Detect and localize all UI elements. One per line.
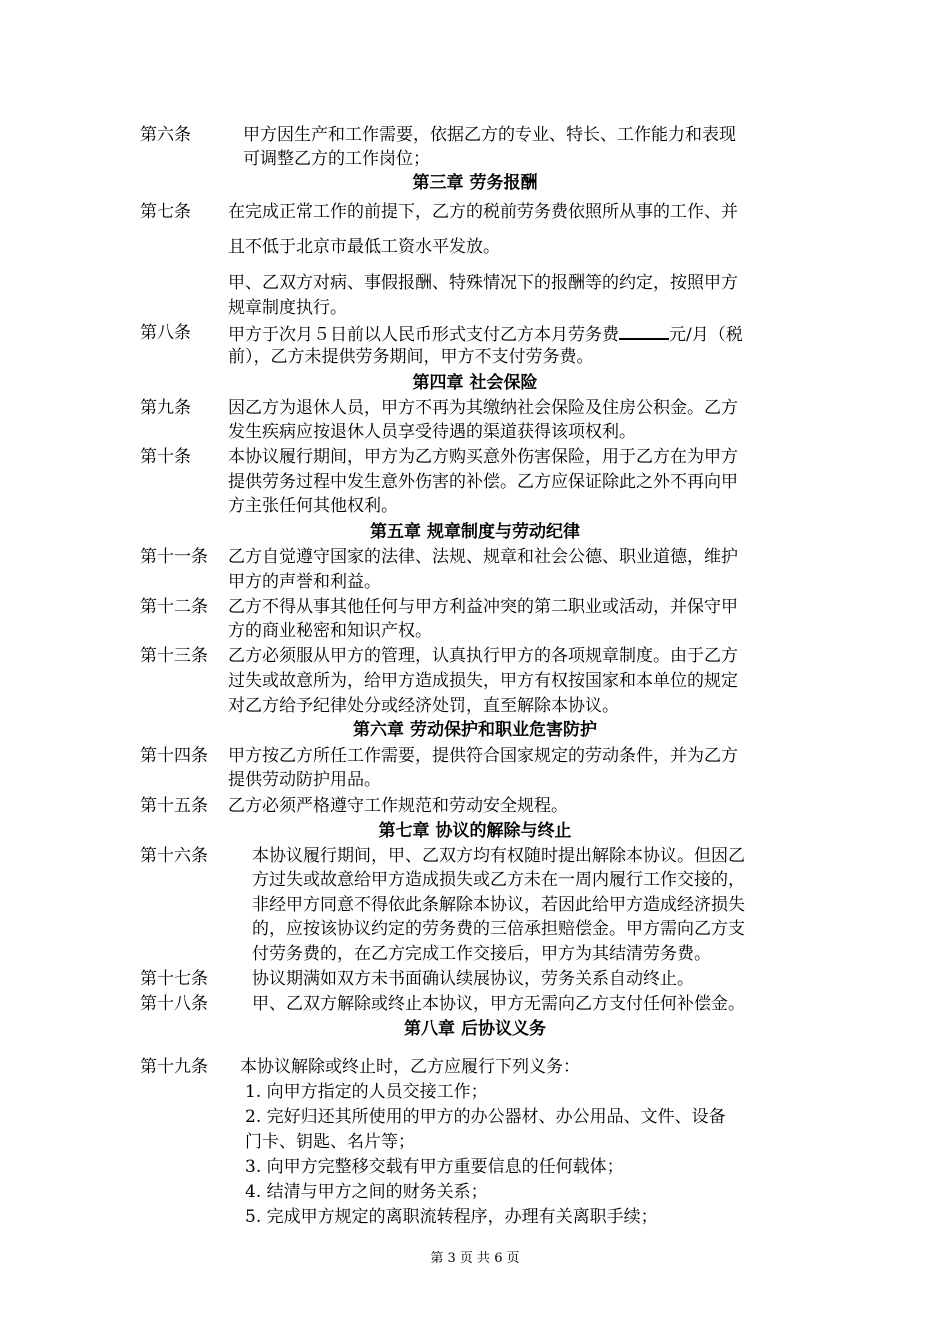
chapter-3-heading: 第三章 劳务报酬 — [412, 173, 538, 193]
article-15-line-1: 乙方必须严格遵守工作规范和劳动安全规程。 — [228, 796, 568, 816]
article-8-line-2: 前），乙方未提供劳务期间，甲方不支付劳务费。 — [228, 347, 594, 367]
article-19-item-5: 5. 完成甲方规定的离职流转程序，办理有关离职手续； — [245, 1207, 658, 1227]
article-10-line-3: 方主张任何其他权利。 — [228, 496, 398, 516]
chapter-7-heading: 第七章 协议的解除与终止 — [378, 821, 572, 841]
chapter-4-heading: 第四章 社会保险 — [412, 373, 538, 393]
article-8-line-1-unit: 元/月（税 — [669, 325, 743, 345]
article-19-item-2: 2. 完好归还其所使用的甲方的办公器材、办公用品、文件、设备 — [245, 1107, 726, 1127]
article-9-line-2: 发生疾病应按退休人员享受待遇的渠道获得该项权利。 — [228, 422, 636, 442]
article-7-line-3: 甲、乙双方对病、事假报酬、特殊情况下的报酬等的约定，按照甲方 — [228, 273, 738, 293]
article-9-label: 第九条 — [140, 398, 191, 418]
article-19-item-1: 1. 向甲方指定的人员交接工作； — [245, 1082, 488, 1102]
article-10-line-2: 提供劳务过程中发生意外伤害的补偿。乙方应保证除此之外不再向甲 — [228, 472, 738, 492]
article-13-label: 第十三条 — [140, 646, 208, 666]
chapter-8-heading: 第八章 后协议义务 — [404, 1019, 546, 1039]
article-9-line-1: 因乙方为退休人员，甲方不再为其缴纳社会保险及住房公积金。乙方 — [228, 398, 738, 418]
article-12-line-2: 方的商业秘密和知识产权。 — [228, 621, 432, 641]
article-19-item-4: 4. 结清与甲方之间的财务关系； — [245, 1182, 488, 1202]
article-13-line-3: 对乙方给予纪律处分或经济处罚，直至解除本协议。 — [228, 696, 619, 716]
article-19-item-3: 3. 向甲方完整移交载有甲方重要信息的任何载体； — [245, 1157, 624, 1177]
article-11-line-2: 甲方的声誉和利益。 — [228, 572, 381, 592]
article-8-line-1 — [228, 322, 743, 346]
article-16-label: 第十六条 — [140, 846, 208, 866]
article-13-line-1: 乙方必须服从甲方的管理，认真执行甲方的各项规章制度。由于乙方 — [228, 646, 738, 666]
article-13-line-2: 过失或故意所为，给甲方造成损失，甲方有权按国家和本单位的规定 — [228, 671, 738, 691]
article-8-label: 第八条 — [140, 323, 191, 343]
article-6-line-1: 甲方因生产和工作需要，依据乙方的专业、特长、工作能力和表现 — [243, 125, 736, 145]
article-14-line-2: 提供劳动防护用品。 — [228, 770, 381, 790]
page-footer: 第 3 页 共 6 页 — [430, 1251, 520, 1266]
article-12-label: 第十二条 — [140, 597, 208, 617]
article-7-label: 第七条 — [140, 202, 191, 222]
article-17-label: 第十七条 — [140, 969, 208, 989]
article-17-line-1: 协议期满如双方未书面确认续展协议，劳务关系自动终止。 — [252, 969, 694, 989]
article-15-label: 第十五条 — [140, 796, 208, 816]
chapter-6-heading: 第六章 劳动保护和职业危害防护 — [353, 720, 597, 740]
article-18-line-1: 甲、乙双方解除或终止本协议，甲方无需向乙方支付任何补偿金。 — [252, 994, 745, 1014]
article-19-label: 第十九条 — [140, 1057, 208, 1077]
article-7-line-4: 规章制度执行。 — [228, 298, 347, 318]
article-11-line-1: 乙方自觉遵守国家的法律、法规、规章和社会公德、职业道德，维护 — [228, 547, 738, 567]
article-16-line-3: 非经甲方同意不得依此条解除本协议，若因此给甲方造成经济损失 — [252, 895, 745, 915]
article-6-label: 第六条 — [140, 125, 191, 145]
article-8-line-1-text: 甲方于次月５日前以人民币形式支付乙方本月劳务费 — [228, 325, 619, 345]
article-7-line-2: 且不低于北京市最低工资水平发放。 — [228, 237, 500, 257]
article-16-line-5: 付劳务费的，在乙方完成工作交接后，甲方为其结清劳务费。 — [252, 944, 711, 964]
chapter-5-heading: 第五章 规章制度与劳动纪律 — [370, 522, 580, 542]
article-18-label: 第十八条 — [140, 994, 208, 1014]
article-14-label: 第十四条 — [140, 746, 208, 766]
article-11-label: 第十一条 — [140, 547, 208, 567]
article-10-label: 第十条 — [140, 447, 191, 467]
article-19-item-2-cont: 门卡、钥匙、名片等； — [245, 1132, 415, 1152]
article-12-line-1: 乙方不得从事其他任何与甲方利益冲突的第二职业或活动，并保守甲 — [228, 597, 738, 617]
article-7-line-1: 在完成正常工作的前提下，乙方的税前劳务费依照所从事的工作、并 — [228, 202, 738, 222]
amount-blank — [619, 322, 669, 340]
article-19-intro: 本协议解除或终止时，乙方应履行下列义务： — [240, 1057, 580, 1077]
article-16-line-2: 方过失或故意给甲方造成损失或乙方未在一周内履行工作交接的， — [252, 870, 745, 890]
article-10-line-1: 本协议履行期间，甲方为乙方购买意外伤害保险，用于乙方在为甲方 — [228, 447, 738, 467]
article-16-line-4: 的，应按该协议约定的劳务费的三倍承担赔偿金。甲方需向乙方支 — [252, 919, 745, 939]
article-6-line-2: 可调整乙方的工作岗位； — [243, 149, 430, 169]
article-16-line-1: 本协议履行期间，甲、乙双方均有权随时提出解除本协议。但因乙 — [252, 846, 745, 866]
article-14-line-1: 甲方按乙方所任工作需要，提供符合国家规定的劳动条件，并为乙方 — [228, 746, 738, 766]
